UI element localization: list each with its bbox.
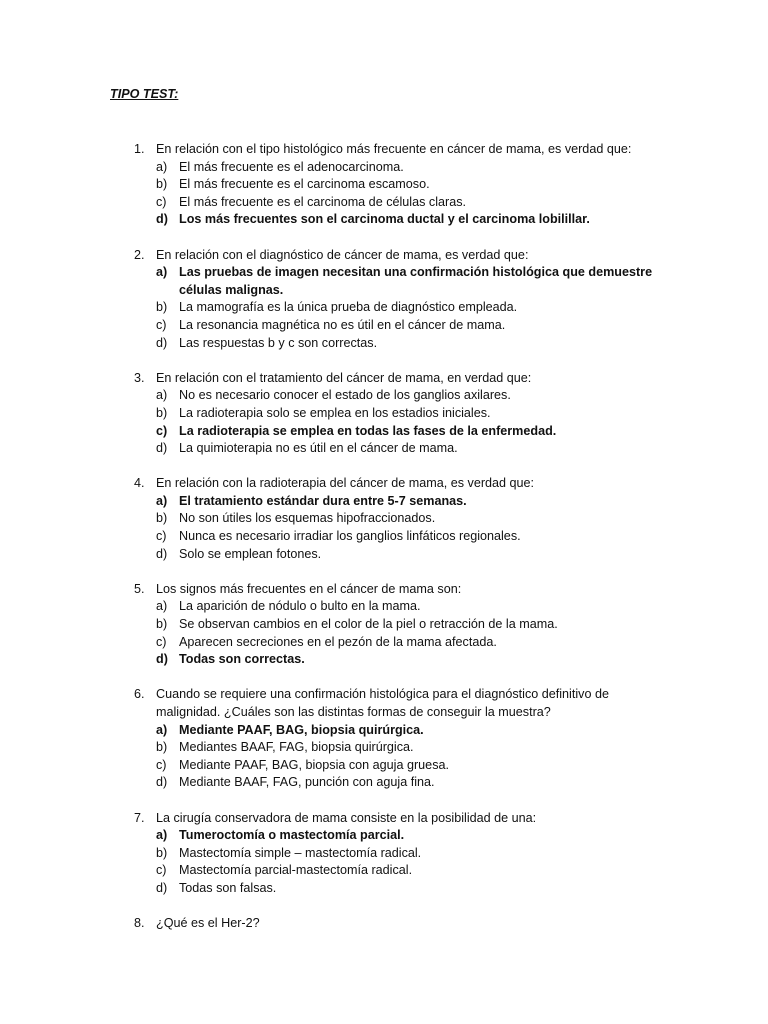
- option-text: Mediante BAAF, FAG, punción con aguja fina.: [179, 775, 435, 790]
- question-text: Cuando se requiere una confirmación histológica para el diagnóstico definitivo de malignidad. ¿Cuáles son las distintas formas de conseguir la muestra?: [156, 687, 609, 719]
- question-number: 7.: [134, 810, 145, 825]
- answer-options: [134, 387, 664, 457]
- question-3: [134, 370, 664, 458]
- option-text: Mediante PAAF, BAG, biopsia quirúrgica.: [179, 722, 424, 737]
- option-text: Las respuestas b y c son correctas.: [179, 335, 378, 350]
- question-text: En relación con el tipo histológico más frecuente en cáncer de mama, es verdad que:: [156, 142, 632, 156]
- option-letter: d): [156, 775, 168, 790]
- question-6: [134, 686, 664, 792]
- answer-option-correct: [156, 211, 664, 229]
- answer-option: [156, 774, 664, 792]
- option-text: No son útiles los esquemas hipofraccionados.: [179, 511, 436, 526]
- option-text: Todas son falsas.: [179, 880, 277, 895]
- answer-option: [156, 528, 664, 546]
- question-stem: [134, 370, 664, 388]
- option-letter: d): [156, 212, 168, 227]
- option-text: El más frecuente es el adenocarcinoma.: [179, 159, 404, 174]
- answer-option: [156, 335, 664, 353]
- option-text: Solo se emplean fotones.: [179, 546, 322, 561]
- document-title: TIPO TEST:: [110, 87, 179, 101]
- answer-option: [156, 845, 664, 863]
- option-text: La aparición de nódulo o bulto en la mama.: [179, 599, 421, 614]
- question-8: [134, 915, 664, 933]
- option-letter: c): [156, 529, 167, 544]
- option-letter: a): [156, 265, 168, 280]
- option-letter: b): [156, 300, 168, 315]
- question-stem: [134, 141, 664, 159]
- option-letter: c): [156, 317, 167, 332]
- answer-option: [156, 440, 664, 458]
- answer-options: [134, 264, 664, 352]
- question-number: 2.: [134, 247, 145, 262]
- answer-option: [156, 634, 664, 652]
- question-list: [134, 141, 664, 950]
- answer-option: [156, 194, 664, 212]
- option-text: Tumeroctomía o mastectomía parcial.: [179, 828, 405, 843]
- option-letter: d): [156, 652, 168, 667]
- option-letter: c): [156, 757, 167, 772]
- answer-options: [134, 159, 664, 229]
- option-letter: a): [156, 388, 168, 403]
- question-text: En relación con la radioterapia del cáncer de mama, es verdad que:: [156, 476, 535, 491]
- question-4: [134, 475, 664, 563]
- question-text: En relación con el tratamiento del cáncer de mama, en verdad que:: [156, 370, 532, 385]
- option-text: Nunca es necesario irradiar los ganglios linfáticos regionales.: [179, 529, 521, 544]
- option-text: La radioterapia se emplea en todas las fases de la enfermedad.: [179, 423, 557, 438]
- option-letter: b): [156, 617, 168, 632]
- option-text: Todas son correctas.: [179, 652, 305, 667]
- option-letter: b): [156, 177, 168, 192]
- answer-option-correct: [156, 264, 664, 299]
- answer-option: [156, 299, 664, 317]
- answer-option: [156, 880, 664, 898]
- option-text: Mediantes BAAF, FAG, biopsia quirúrgica.: [179, 740, 414, 755]
- option-letter: a): [156, 599, 168, 614]
- option-text: Mastectomía parcial-mastectomía radical.: [179, 863, 413, 878]
- question-text: En relación con el diagnóstico de cáncer de mama, es verdad que:: [156, 247, 529, 262]
- answer-option: [156, 616, 664, 634]
- question-number: 4.: [134, 476, 145, 491]
- option-text: El tratamiento estándar dura entre 5-7 semanas.: [179, 493, 467, 508]
- option-letter: b): [156, 405, 168, 420]
- option-letter: b): [156, 740, 168, 755]
- option-text: No es necesario conocer el estado de los ganglios axilares.: [179, 388, 511, 403]
- option-text: La resonancia magnética no es útil en el cáncer de mama.: [179, 317, 506, 332]
- question-stem: [134, 475, 664, 493]
- answer-option-correct: [156, 493, 664, 511]
- answer-options: [134, 598, 664, 668]
- answer-option: [156, 757, 664, 775]
- option-text: La radioterapia solo se emplea en los estadios iniciales.: [179, 405, 491, 420]
- answer-option: [156, 159, 664, 177]
- question-number: 5.: [134, 581, 145, 596]
- option-text: La mamografía es la única prueba de diagnóstico empleada.: [179, 300, 518, 315]
- option-text: Los más frecuentes son el carcinoma ductal y el carcinoma lobilillar.: [179, 212, 590, 227]
- answer-option: [156, 176, 664, 194]
- answer-options: [134, 827, 664, 897]
- question-number: 3.: [134, 370, 145, 385]
- option-text: Las pruebas de imagen necesitan una confirmación histológica que demuestre células malignas.: [179, 265, 653, 297]
- answer-option: [156, 387, 664, 405]
- option-text: Mediante PAAF, BAG, biopsia con aguja gruesa.: [179, 757, 449, 772]
- question-1: [134, 141, 664, 229]
- question-2: [134, 247, 664, 353]
- question-stem: [134, 581, 664, 599]
- option-letter: d): [156, 335, 168, 350]
- question-number: 1.: [134, 142, 145, 156]
- option-text: Se observan cambios en el color de la piel o retracción de la mama.: [179, 617, 558, 632]
- answer-option: [156, 598, 664, 616]
- question-stem: [134, 686, 664, 721]
- option-letter: b): [156, 845, 168, 860]
- option-letter: a): [156, 828, 168, 843]
- option-letter: a): [156, 722, 168, 737]
- answer-option-correct: [156, 651, 664, 669]
- question-stem: [134, 810, 664, 828]
- answer-options: [134, 722, 664, 792]
- option-letter: c): [156, 194, 167, 209]
- answer-option-correct: [156, 827, 664, 845]
- question-number: 6.: [134, 687, 145, 702]
- answer-option-correct: [156, 423, 664, 441]
- answer-option: [156, 405, 664, 423]
- option-letter: d): [156, 546, 168, 561]
- answer-option-correct: [156, 722, 664, 740]
- option-letter: b): [156, 511, 168, 526]
- option-letter: a): [156, 159, 168, 174]
- question-text: ¿Qué es el Her-2?: [156, 916, 260, 931]
- question-number: 8.: [134, 916, 145, 931]
- question-7: [134, 810, 664, 898]
- answer-option: [156, 546, 664, 564]
- answer-option: [156, 317, 664, 335]
- option-letter: c): [156, 423, 168, 438]
- option-text: Aparecen secreciones en el pezón de la mama afectada.: [179, 634, 497, 649]
- option-letter: a): [156, 493, 168, 508]
- answer-options: [134, 493, 664, 563]
- option-text: La quimioterapia no es útil en el cáncer de mama.: [179, 441, 458, 456]
- option-letter: c): [156, 863, 167, 878]
- answer-option: [156, 739, 664, 757]
- question-stem: [134, 915, 664, 933]
- option-text: Mastectomía simple – mastectomía radical.: [179, 845, 422, 860]
- option-letter: c): [156, 634, 167, 649]
- question-text: La cirugía conservadora de mama consiste en la posibilidad de una:: [156, 810, 537, 825]
- option-text: El más frecuente es el carcinoma de células claras.: [179, 194, 466, 209]
- question-5: [134, 581, 664, 669]
- answer-option: [156, 510, 664, 528]
- question-stem: [134, 247, 664, 265]
- option-letter: d): [156, 880, 168, 895]
- option-letter: d): [156, 441, 168, 456]
- option-text: El más frecuente es el carcinoma escamoso.: [179, 177, 430, 192]
- answer-option: [156, 862, 664, 880]
- question-text: Los signos más frecuentes en el cáncer de mama son:: [156, 581, 462, 596]
